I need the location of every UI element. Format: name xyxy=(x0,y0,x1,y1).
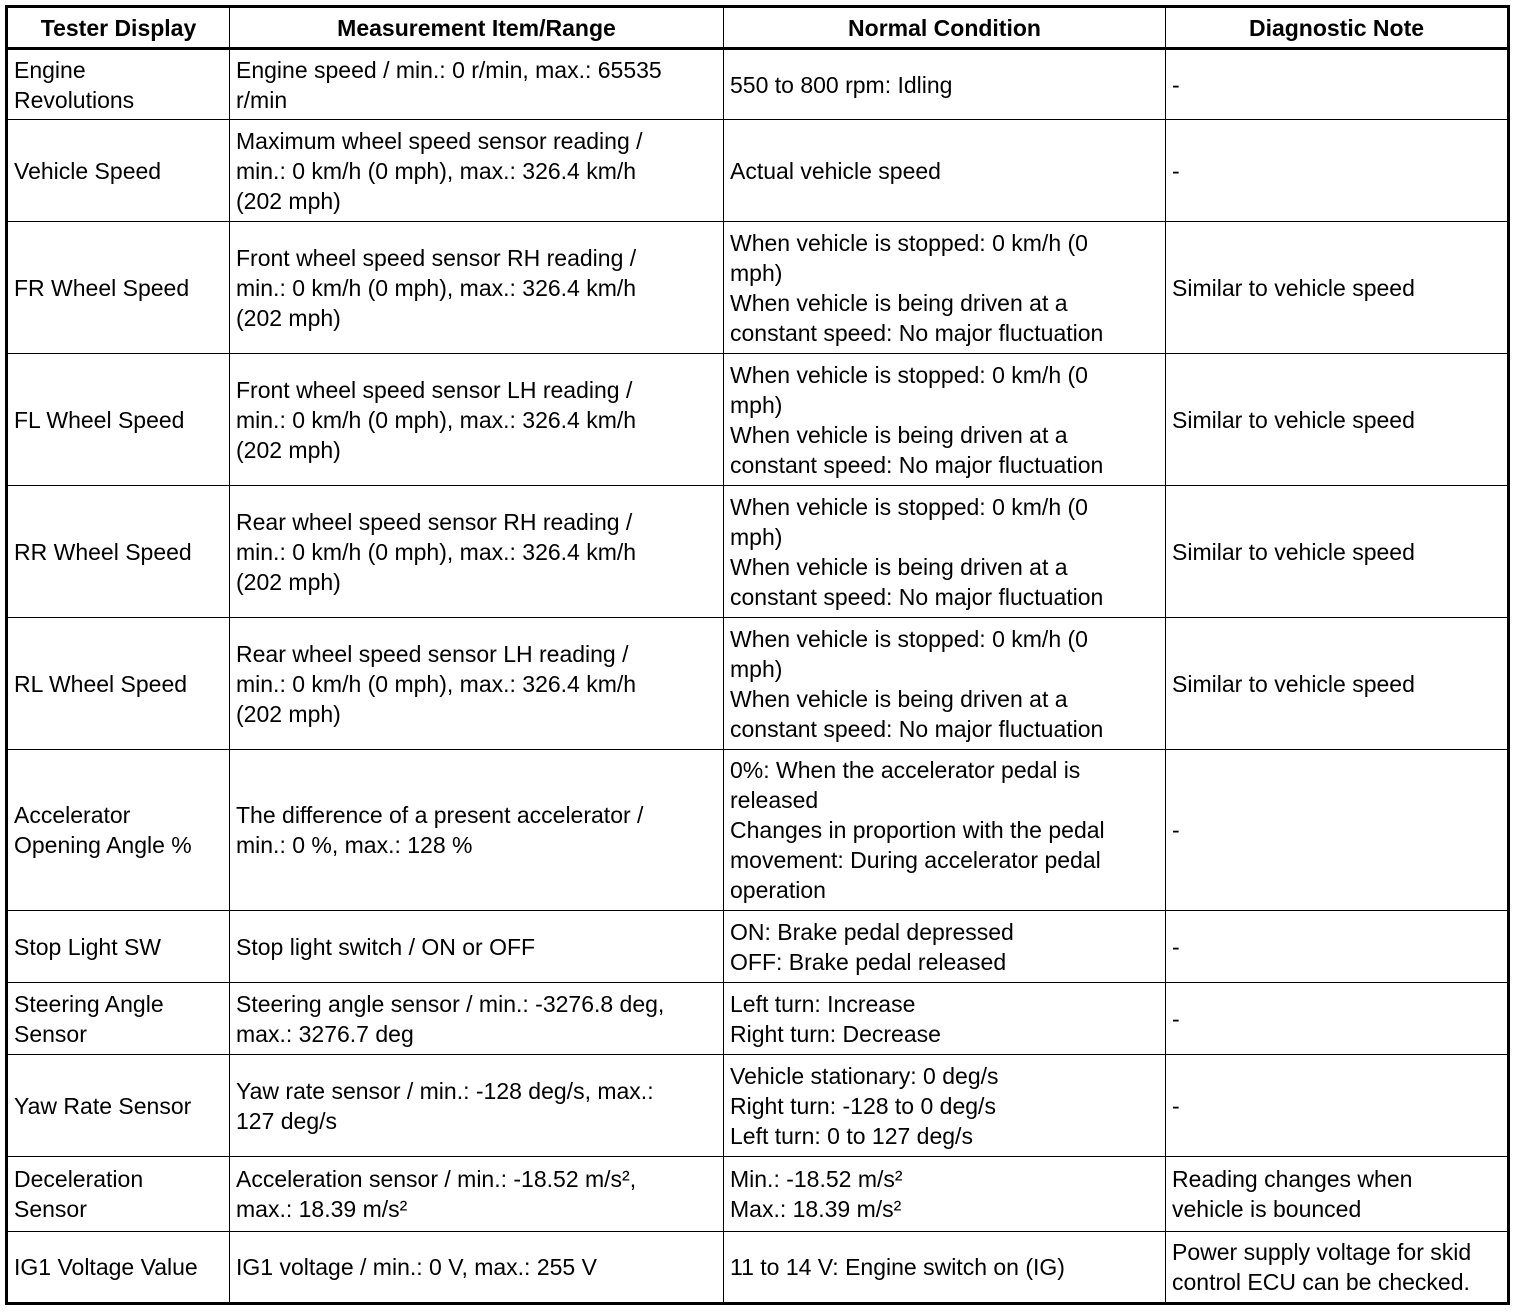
cell-text-line: constant speed: No major fluctuation xyxy=(730,583,1104,610)
table-row xyxy=(7,911,1509,983)
table-row xyxy=(7,1232,1509,1304)
cell-text-line: mph) xyxy=(730,523,783,550)
cell-text-line: min.: 0 km/h (0 mph), max.: 326.4 km/h xyxy=(236,538,637,565)
table-body xyxy=(7,49,1509,1304)
cell-text-line: Min.: -18.52 m/s² xyxy=(730,1166,903,1192)
cell-text-line: FL Wheel Speed xyxy=(14,406,185,433)
cell-measurement-range xyxy=(230,1055,724,1157)
data-list-table xyxy=(5,5,1510,1305)
cell-text-line: vehicle is bounced xyxy=(1172,1196,1362,1222)
cell-tester-display xyxy=(7,911,230,983)
cell-text-line: When vehicle is stopped: 0 km/h (0 xyxy=(730,361,1088,388)
cell-text-line: Sensor xyxy=(14,1196,87,1222)
cell-text-line: constant speed: No major fluctuation xyxy=(730,319,1104,346)
cell-text-line: Deceleration xyxy=(14,1166,144,1192)
table-header xyxy=(7,7,1509,49)
cell-text-line: Steering angle sensor / min.: -3276.8 deg, xyxy=(236,990,665,1017)
cell-measurement-range xyxy=(230,354,724,486)
cell-text-line: min.: 0 %, max.: 128 % xyxy=(236,832,473,858)
cell-text-line: When vehicle is being driven at a xyxy=(730,289,1068,316)
cell-diagnostic-note xyxy=(1166,1232,1509,1304)
cell-text-line: Changes in proportion with the pedal xyxy=(730,817,1105,843)
cell-text-line: OFF: Brake pedal released xyxy=(730,948,1007,975)
cell-text-line: max.: 18.39 m/s² xyxy=(236,1196,408,1222)
cell-diagnostic-note xyxy=(1166,354,1509,486)
cell-normal-condition xyxy=(724,120,1166,222)
cell-text-line: Vehicle stationary: 0 deg/s xyxy=(730,1062,999,1089)
cell-tester-display xyxy=(7,486,230,618)
cell-text-line: Rear wheel speed sensor LH reading / xyxy=(236,640,629,667)
cell-text-line: Vehicle Speed xyxy=(14,157,162,184)
header-diagnostic-note: Diagnostic Note xyxy=(1166,7,1509,49)
table-row xyxy=(7,750,1509,911)
cell-text-line: Maximum wheel speed sensor reading / xyxy=(236,127,643,154)
table-row xyxy=(7,120,1509,222)
cell-text-line: (202 mph) xyxy=(236,436,341,463)
cell-tester-display xyxy=(7,222,230,354)
table-row xyxy=(7,486,1509,618)
cell-text-line: (202 mph) xyxy=(236,304,341,331)
cell-text-line: Front wheel speed sensor LH reading / xyxy=(236,376,633,403)
cell-normal-condition xyxy=(724,1157,1166,1232)
cell-text-line: min.: 0 km/h (0 mph), max.: 326.4 km/h xyxy=(236,157,637,184)
cell-diagnostic-note xyxy=(1166,486,1509,618)
cell-text-line: IG1 voltage / min.: 0 V, max.: 255 V xyxy=(236,1254,597,1280)
cell-text-line: Rear wheel speed sensor RH reading / xyxy=(236,508,633,535)
cell-text-line: r/min xyxy=(236,86,288,113)
cell-text-line: Similar to vehicle speed xyxy=(1172,406,1415,433)
cell-normal-condition xyxy=(724,911,1166,983)
cell-normal-condition xyxy=(724,354,1166,486)
table-row xyxy=(7,354,1509,486)
cell-diagnostic-note xyxy=(1166,1055,1509,1157)
cell-text-line: When vehicle is stopped: 0 km/h (0 xyxy=(730,493,1088,520)
cell-diagnostic-note xyxy=(1166,222,1509,354)
cell-text-line: 550 to 800 rpm: Idling xyxy=(730,71,953,98)
cell-text-line: min.: 0 km/h (0 mph), max.: 326.4 km/h xyxy=(236,670,637,697)
cell-text-line: operation xyxy=(730,877,826,903)
cell-text-line: mph) xyxy=(730,655,783,682)
cell-text-line: Acceleration sensor / min.: -18.52 m/s², xyxy=(236,1166,637,1192)
cell-text-line: Left turn: 0 to 127 deg/s xyxy=(730,1122,973,1149)
cell-measurement-range xyxy=(230,222,724,354)
cell-text-line: 0%: When the accelerator pedal is xyxy=(730,757,1081,783)
cell-normal-condition xyxy=(724,222,1166,354)
cell-normal-condition xyxy=(724,750,1166,911)
cell-text-line: Yaw rate sensor / min.: -128 deg/s, max.: xyxy=(236,1077,654,1104)
cell-text-line: 127 deg/s xyxy=(236,1107,338,1134)
cell-text-line: control ECU can be checked. xyxy=(1172,1269,1470,1295)
cell-measurement-range xyxy=(230,120,724,222)
cell-tester-display xyxy=(7,750,230,911)
cell-text-line: constant speed: No major fluctuation xyxy=(730,715,1104,742)
cell-text-line: 11 to 14 V: Engine switch on (IG) xyxy=(730,1254,1065,1280)
cell-text-line: Similar to vehicle speed xyxy=(1172,538,1415,565)
table-row xyxy=(7,49,1509,120)
cell-tester-display xyxy=(7,983,230,1055)
cell-tester-display xyxy=(7,1232,230,1304)
cell-tester-display xyxy=(7,1157,230,1232)
cell-text-line: Left turn: Increase xyxy=(730,990,916,1017)
cell-diagnostic-note xyxy=(1166,49,1509,120)
cell-normal-condition xyxy=(724,486,1166,618)
cell-measurement-range xyxy=(230,618,724,750)
cell-text-line: (202 mph) xyxy=(236,568,341,595)
cell-diagnostic-note xyxy=(1166,1157,1509,1232)
cell-text-line: min.: 0 km/h (0 mph), max.: 326.4 km/h xyxy=(236,406,637,433)
cell-text-line: Yaw Rate Sensor xyxy=(14,1092,192,1119)
cell-text-line: - xyxy=(1172,1092,1180,1119)
cell-text-line: mph) xyxy=(730,391,783,418)
cell-normal-condition xyxy=(724,983,1166,1055)
cell-diagnostic-note xyxy=(1166,911,1509,983)
cell-tester-display xyxy=(7,1055,230,1157)
table-row xyxy=(7,618,1509,750)
cell-text-line: (202 mph) xyxy=(236,187,341,214)
cell-text-line: movement: During accelerator pedal xyxy=(730,847,1101,873)
table-row xyxy=(7,1157,1509,1232)
cell-text-line: (202 mph) xyxy=(236,700,341,727)
header-measurement-item-range: Measurement Item/Range xyxy=(230,7,724,49)
cell-text-line: The difference of a present accelerator / xyxy=(236,802,644,828)
cell-text-line: FR Wheel Speed xyxy=(14,274,190,301)
cell-tester-display xyxy=(7,618,230,750)
cell-text-line: Stop light switch / ON or OFF xyxy=(236,933,536,960)
cell-measurement-range xyxy=(230,1157,724,1232)
table-row xyxy=(7,222,1509,354)
cell-text-line: When vehicle is being driven at a xyxy=(730,685,1068,712)
cell-text-line: Sensor xyxy=(14,1020,87,1047)
cell-diagnostic-note xyxy=(1166,618,1509,750)
cell-measurement-range xyxy=(230,911,724,983)
cell-text-line: Similar to vehicle speed xyxy=(1172,670,1415,697)
cell-text-line: constant speed: No major fluctuation xyxy=(730,451,1104,478)
cell-tester-display xyxy=(7,354,230,486)
cell-text-line: Front wheel speed sensor RH reading / xyxy=(236,244,637,271)
table-row xyxy=(7,983,1509,1055)
cell-text-line: When vehicle is being driven at a xyxy=(730,421,1068,448)
cell-text-line: Similar to vehicle speed xyxy=(1172,274,1415,301)
cell-text-line: Accelerator xyxy=(14,802,131,828)
cell-diagnostic-note xyxy=(1166,983,1509,1055)
cell-measurement-range xyxy=(230,750,724,911)
cell-measurement-range xyxy=(230,486,724,618)
cell-text-line: - xyxy=(1172,157,1180,184)
cell-text-line: Actual vehicle speed xyxy=(730,157,941,184)
cell-text-line: mph) xyxy=(730,259,783,286)
cell-text-line: max.: 3276.7 deg xyxy=(236,1020,414,1047)
header-row xyxy=(7,7,1509,49)
cell-text-line: Power supply voltage for skid xyxy=(1172,1239,1472,1265)
table-row xyxy=(7,1055,1509,1157)
cell-text-line: Opening Angle % xyxy=(14,832,192,858)
cell-text-line: Engine xyxy=(14,56,86,83)
cell-text-line: Right turn: -128 to 0 deg/s xyxy=(730,1092,996,1119)
header-normal-condition: Normal Condition xyxy=(724,7,1166,49)
cell-text-line: - xyxy=(1172,1005,1180,1032)
cell-text-line: Revolutions xyxy=(14,86,135,113)
cell-text-line: IG1 Voltage Value xyxy=(14,1254,198,1280)
cell-text-line: Right turn: Decrease xyxy=(730,1020,941,1047)
cell-normal-condition xyxy=(724,1232,1166,1304)
cell-diagnostic-note xyxy=(1166,750,1509,911)
cell-text-line: Steering Angle xyxy=(14,990,164,1017)
cell-tester-display xyxy=(7,120,230,222)
cell-text-line: Stop Light SW xyxy=(14,933,162,960)
cell-text-line: Reading changes when xyxy=(1172,1166,1413,1192)
cell-measurement-range xyxy=(230,49,724,120)
cell-normal-condition xyxy=(724,1055,1166,1157)
cell-text-line: RL Wheel Speed xyxy=(14,670,188,697)
cell-normal-condition xyxy=(724,618,1166,750)
cell-text-line: - xyxy=(1172,933,1180,960)
cell-text-line: When vehicle is stopped: 0 km/h (0 xyxy=(730,229,1088,256)
cell-text-line: released xyxy=(730,787,819,813)
header-tester-display: Tester Display xyxy=(7,7,230,49)
cell-diagnostic-note xyxy=(1166,120,1509,222)
cell-measurement-range xyxy=(230,983,724,1055)
cell-text-line: min.: 0 km/h (0 mph), max.: 326.4 km/h xyxy=(236,274,637,301)
cell-text-line: - xyxy=(1172,71,1180,98)
cell-text-line: When vehicle is stopped: 0 km/h (0 xyxy=(730,625,1088,652)
cell-normal-condition xyxy=(724,49,1166,120)
cell-text-line: When vehicle is being driven at a xyxy=(730,553,1068,580)
cell-tester-display xyxy=(7,49,230,120)
cell-text-line: - xyxy=(1172,817,1180,843)
cell-measurement-range xyxy=(230,1232,724,1304)
cell-text-line: ON: Brake pedal depressed xyxy=(730,918,1014,945)
cell-text-line: Max.: 18.39 m/s² xyxy=(730,1196,902,1222)
cell-text-line: RR Wheel Speed xyxy=(14,538,192,565)
cell-text-line: Engine speed / min.: 0 r/min, max.: 65535 xyxy=(236,56,662,83)
